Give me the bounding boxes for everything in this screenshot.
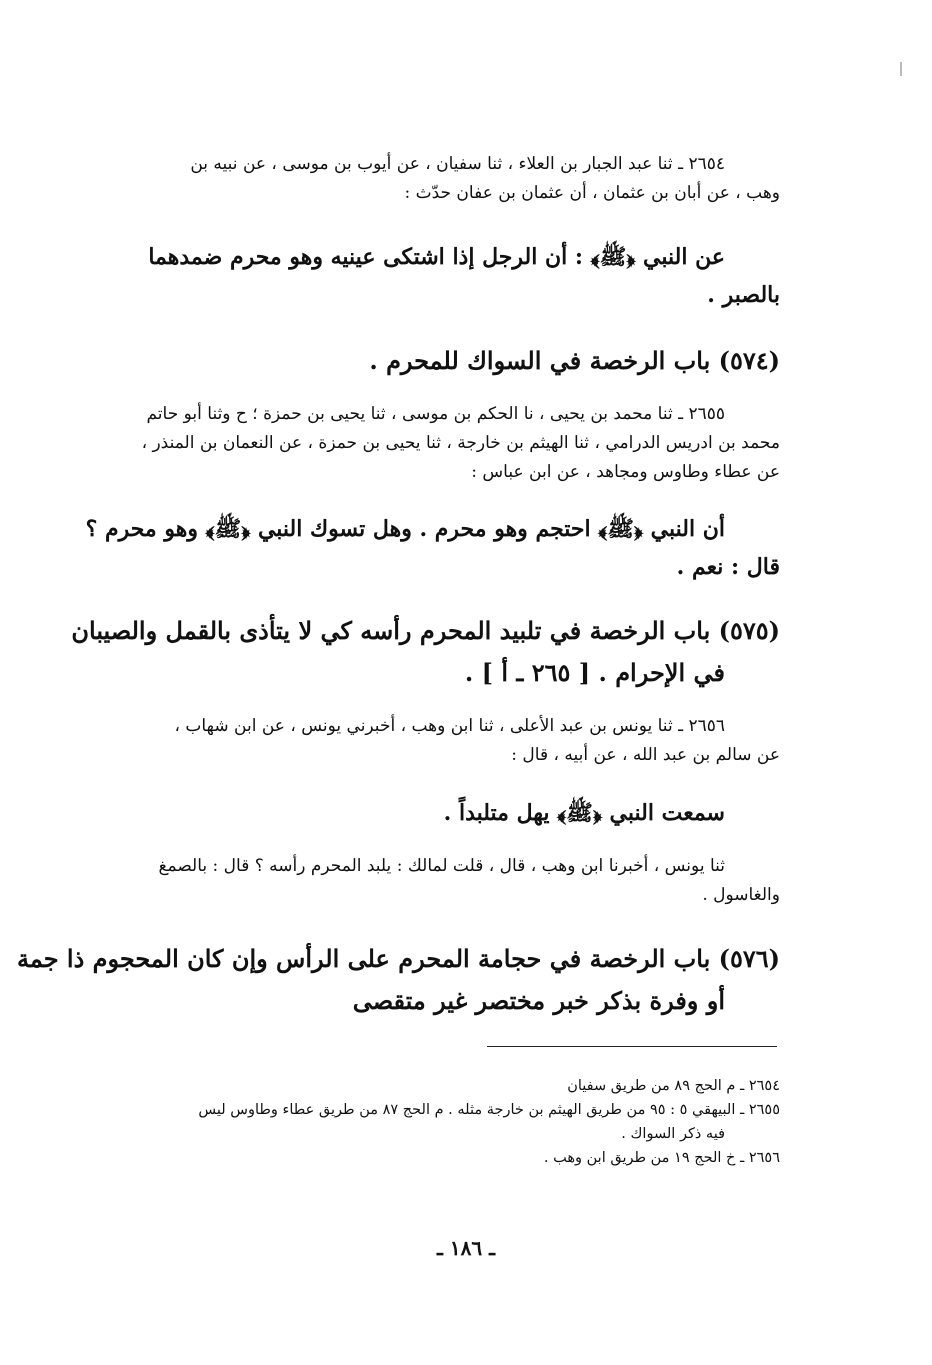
heading-line: أو وفرة بذكر خبر مختصر غير متقصى — [352, 986, 725, 1015]
hadith-2655-matn — [85, 510, 780, 586]
text-line: والغاسول . — [702, 885, 780, 905]
footnote-line: فيه ذكر السواك . — [621, 1126, 725, 1142]
hadith-2654-isnad — [104, 150, 780, 208]
footnote-divider — [487, 1046, 777, 1047]
text-line: وهب ، عن أبان بن عثمان ، أن عثمان بن عفان حدّث : — [404, 183, 780, 203]
text-line: عن عطاء وطاوس ومجاهد ، عن ابن عباس : — [471, 462, 780, 482]
chapter-heading-575 — [71, 610, 780, 694]
text-line: عن النبي ﴿ﷺ﴾ : أن الرجل إذا اشتكى عينيه وهو محرم ضمدهما — [148, 244, 725, 270]
heading-line: (٥٧٥) باب الرخصة في تلبيد المحرم رأسه كي لا يتأذى بالقمل والصيبان — [71, 616, 780, 645]
footnote-line: ٢٦٥٤ ـ م الحج ٨٩ من طريق سفيان — [567, 1078, 780, 1094]
scan-mark — [900, 62, 902, 76]
heading-line: (٥٧٤) باب الرخصة في السواك للمحرم . — [369, 346, 780, 375]
heading-line: في الإحرام . [ ٢٦٥ ـ أ ] . — [464, 658, 725, 687]
text-line: محمد بن ادريس الدرامي ، ثنا الهيثم بن خارجة ، ثنا يحيى بن حمزة ، عن النعمان بن المنذر ، — [141, 433, 780, 453]
text-line: سمعت النبي ﴿ﷺ﴾ يهل متلبداً . — [443, 800, 725, 826]
hadith-2656-isnad — [104, 712, 780, 770]
text-line: ثنا يونس ، أخبرنا ابن وهب ، قال ، قلت لمالك : يلبد المحرم رأسه ؟ قال : بالصمغ — [158, 856, 725, 876]
text-line: أن النبي ﴿ﷺ﴾ احتجم وهو محرم . وهل تسوك النبي ﴿ﷺ﴾ وهو محرم ؟ — [85, 516, 725, 542]
footnote-line: ٢٦٥٥ ـ البيهقي ٥ : ٩٥ من طريق الهيثم بن خارجة مثله . م الحج ٨٧ من طريق عطاء وطاوس ليس — [198, 1102, 780, 1118]
chapter-heading-576 — [17, 938, 780, 1022]
hadith-2656-note — [104, 852, 780, 910]
heading-line: (٥٧٦) باب الرخصة في حجامة المحرم على الرأس وإن كان المحجوم ذا جمة — [17, 944, 780, 973]
hadith-2656-matn — [104, 794, 780, 832]
text-line: بالصبر . — [707, 282, 780, 308]
chapter-heading-574 — [104, 340, 780, 382]
hadith-2654-matn — [104, 238, 780, 314]
footnotes — [104, 1074, 780, 1170]
text-line: ٢٦٥٥ ـ ثنا محمد بن يحيى ، نا الحكم بن موسى ، ثنا يحيى بن حمزة ؛ ح وثنا أبو حاتم — [146, 404, 725, 424]
text-line: قال : نعم . — [676, 554, 780, 580]
text-line: ٢٦٥٦ ـ ثنا يونس بن عبد الأعلى ، ثنا ابن وهب ، أخبرني يونس ، عن ابن شهاب ، — [174, 716, 725, 736]
text-line: عن سالم بن عبد الله ، عن أبيه ، قال : — [511, 745, 780, 765]
footnote-line: ٢٦٥٦ ـ خ الحج ١٩ من طريق ابن وهب . — [543, 1150, 780, 1166]
text-line: ٢٦٥٤ ـ ثنا عبد الجبار بن العلاء ، ثنا سفيان ، عن أيوب بن موسى ، عن نبيه بن — [190, 154, 725, 174]
hadith-2655-isnad — [104, 400, 780, 487]
page-number: ـ ١٨٦ ـ — [437, 1236, 495, 1260]
